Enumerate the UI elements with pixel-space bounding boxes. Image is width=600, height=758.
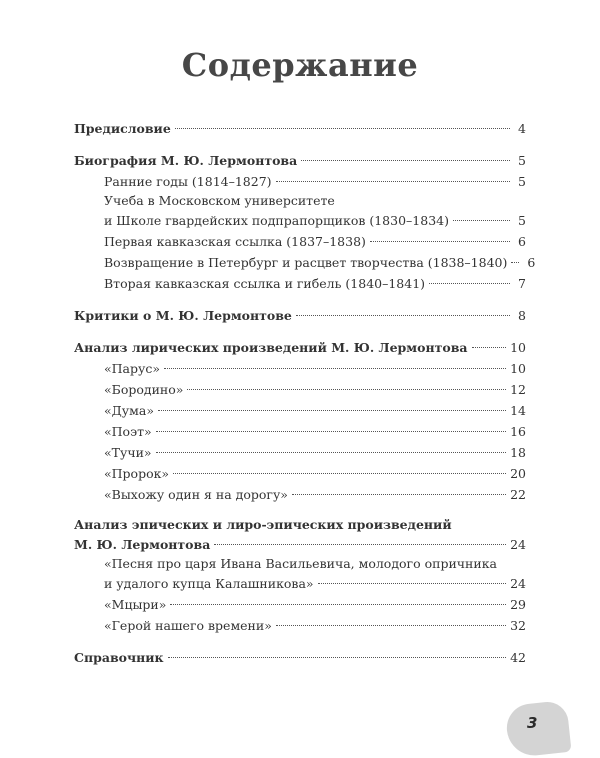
toc-entry-label: Первая кавказская ссылка (1837–1838) — [104, 234, 366, 249]
page-number-badge — [504, 700, 571, 758]
dot-leader — [187, 389, 506, 390]
toc-entry-label-line1[interactable]: «Песня про царя Ивана Васильевича, молодого опричника — [104, 556, 497, 571]
dot-leader — [301, 160, 510, 161]
toc-entry-label: и Школе гвардейских подпрапорщиков (1830–1834) — [104, 213, 449, 228]
table-of-contents — [74, 118, 536, 668]
dot-leader — [214, 544, 506, 545]
toc-entry-label: Возвращение в Петербург и расцвет творчества (1838–1840) — [104, 255, 508, 270]
dot-leader — [296, 315, 510, 316]
toc-subentry[interactable] — [74, 594, 526, 615]
toc-subentry[interactable] — [74, 358, 526, 379]
toc-page-number: 5 — [518, 213, 526, 228]
toc-entry-label-line1[interactable]: Учеба в Московском университете — [104, 193, 335, 208]
toc-entry-label: «Дума» — [104, 403, 154, 418]
toc-entry-label: Ранние годы (1814–1827) — [104, 174, 272, 189]
toc-entry-label: «Мцыри» — [104, 597, 167, 612]
toc-page-number: 4 — [518, 121, 526, 136]
toc-entry-label: «Бородино» — [104, 382, 184, 397]
toc-entry-reference[interactable] — [74, 647, 526, 668]
toc-page-number: 24 — [510, 576, 526, 591]
toc-subentry[interactable] — [74, 171, 526, 192]
dot-leader — [429, 283, 510, 284]
dot-leader — [276, 181, 510, 182]
toc-entry-lyric[interactable] — [74, 337, 526, 358]
dot-leader — [511, 262, 519, 263]
toc-page-number: 14 — [510, 403, 526, 418]
dot-leader — [175, 128, 510, 129]
toc-subentry[interactable] — [74, 421, 526, 442]
toc-page-number: 20 — [510, 466, 526, 481]
toc-entry-label: «Выхожу один я на дорогу» — [104, 487, 288, 502]
toc-page-number: 5 — [518, 174, 526, 189]
toc-entry-label: Критики о М. Ю. Лермонтове — [74, 308, 292, 323]
toc-entry-label: «Герой нашего времени» — [104, 618, 272, 633]
dot-leader — [170, 604, 506, 605]
toc-subentry[interactable] — [74, 484, 526, 505]
dot-leader — [156, 431, 506, 432]
toc-entry-epic-line1[interactable]: Анализ эпических и лиро-эпических произведений — [74, 517, 452, 532]
toc-entry-biography[interactable] — [74, 150, 526, 171]
dot-leader — [276, 625, 506, 626]
toc-page-number: 29 — [510, 597, 526, 612]
toc-page-number: 6 — [527, 255, 536, 270]
toc-entry-label: Справочник — [74, 650, 164, 665]
toc-subentry[interactable] — [74, 615, 526, 636]
toc-page-number: 32 — [510, 618, 526, 633]
toc-page-number: 16 — [510, 424, 526, 439]
dot-leader — [318, 583, 507, 584]
toc-page-number: 10 — [510, 361, 526, 376]
toc-subentry[interactable] — [74, 573, 526, 594]
toc-entry-label: «Парус» — [104, 361, 161, 376]
toc-entry-label: «Поэт» — [104, 424, 152, 439]
toc-entry-preface[interactable] — [74, 118, 526, 139]
dot-leader — [158, 410, 506, 411]
dot-leader — [370, 241, 510, 242]
toc-page-number: 6 — [518, 234, 526, 249]
toc-subentry[interactable] — [74, 400, 526, 421]
dot-leader — [453, 220, 510, 221]
toc-entry-label: Вторая кавказская ссылка и гибель (1840–1841) — [104, 276, 426, 291]
toc-entry-label: Биография М. Ю. Лермонтова — [74, 153, 298, 168]
toc-subentry[interactable] — [74, 379, 526, 400]
toc-subentry[interactable] — [74, 463, 526, 484]
toc-page-number: 7 — [518, 276, 526, 291]
dot-leader — [168, 657, 507, 658]
toc-subentry[interactable] — [74, 231, 526, 252]
toc-entry-epic[interactable] — [74, 534, 526, 555]
dot-leader — [472, 347, 507, 348]
toc-subentry[interactable] — [74, 210, 526, 231]
toc-page-number: 42 — [510, 650, 526, 665]
toc-subentry[interactable] — [74, 442, 526, 463]
toc-page-number: 22 — [510, 487, 526, 502]
page-number: 3 — [527, 714, 538, 732]
dot-leader — [173, 473, 506, 474]
toc-page-number: 12 — [510, 382, 526, 397]
toc-page-number: 10 — [510, 340, 526, 355]
toc-entry-label: М. Ю. Лермонтова — [74, 537, 211, 552]
page-title: Содержание — [181, 46, 419, 84]
toc-entry-label: «Пророк» — [104, 466, 170, 481]
dot-leader — [164, 368, 506, 369]
dot-leader — [292, 494, 506, 495]
toc-page-number: 24 — [510, 537, 526, 552]
toc-entry-label: «Тучи» — [104, 445, 152, 460]
toc-entry-label: и удалого купца Калашникова» — [104, 576, 314, 591]
toc-subentry[interactable] — [74, 252, 536, 273]
toc-entry-label: Анализ лирических произведений М. Ю. Лермонтова — [74, 340, 468, 355]
dot-leader — [156, 452, 507, 453]
toc-entry-label: Предисловие — [74, 121, 171, 136]
toc-entry-critics[interactable] — [74, 305, 526, 326]
toc-subentry[interactable] — [74, 273, 526, 294]
toc-page-number: 18 — [510, 445, 526, 460]
toc-page-number: 8 — [518, 308, 526, 323]
toc-page-number: 5 — [518, 153, 526, 168]
